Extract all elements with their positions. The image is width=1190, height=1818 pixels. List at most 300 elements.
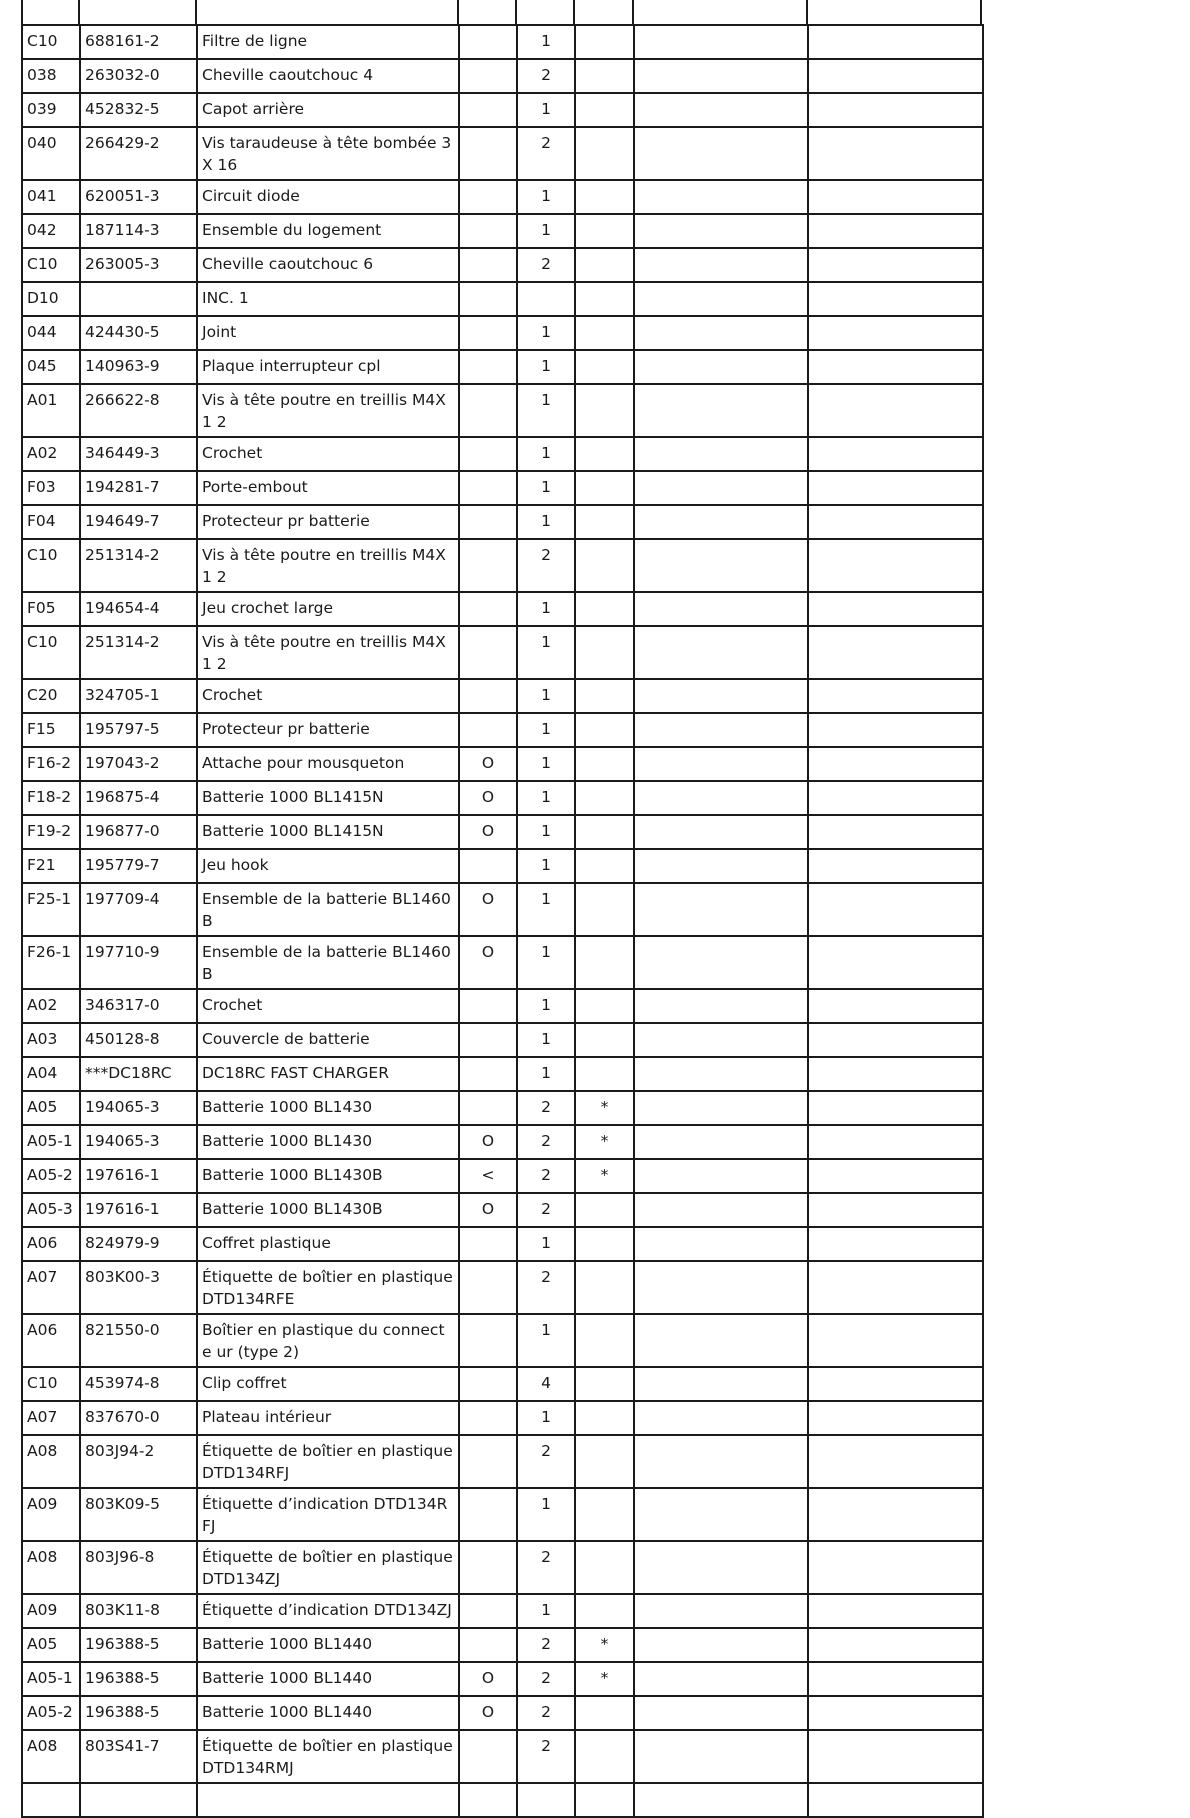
quantity-cell: 2: [517, 1261, 575, 1314]
ref-cell: D10: [22, 282, 80, 316]
blank-cell: [634, 1783, 808, 1817]
table-row: [22, 316, 983, 350]
blank-cell: [634, 1023, 808, 1057]
description-cell: Clip coffret: [197, 1367, 459, 1401]
quantity-cell: 4: [517, 1367, 575, 1401]
description-cell: Attache pour mousqueton: [197, 747, 459, 781]
quantity-cell: 2: [517, 539, 575, 592]
ref-cell: C10: [22, 25, 80, 59]
blank-cell: [634, 214, 808, 248]
ref-cell: A01: [22, 384, 80, 437]
blank-cell: [808, 1541, 983, 1594]
blank-cell: [634, 713, 808, 747]
blank-cell: [634, 539, 808, 592]
part-number-cell: 346317-0: [80, 989, 197, 1023]
blank-cell: [634, 1662, 808, 1696]
mark-cell: [575, 1227, 634, 1261]
mark-cell: [575, 815, 634, 849]
blank-cell: [808, 282, 983, 316]
ref-cell: A07: [22, 1261, 80, 1314]
description-cell: Ensemble de la batterie BL1460B: [197, 936, 459, 989]
ref-cell: 041: [22, 180, 80, 214]
mark-cell: [575, 713, 634, 747]
blank-cell: [634, 1488, 808, 1541]
description-cell: Porte-embout: [197, 471, 459, 505]
parts-list-page: [21, 0, 982, 1777]
ref-cell: A05: [22, 1628, 80, 1662]
description-cell: Batterie 1000 BL1440: [197, 1662, 459, 1696]
quantity-cell: 1: [517, 214, 575, 248]
mark-cell: [575, 1730, 634, 1783]
table-row: [22, 214, 983, 248]
part-number-cell: 424430-5: [80, 316, 197, 350]
quantity-cell: [517, 282, 575, 316]
option-cell: [459, 1023, 517, 1057]
blank-cell: [634, 883, 808, 936]
blank-cell: [808, 1023, 983, 1057]
ref-cell: A05-1: [22, 1125, 80, 1159]
mark-cell: [575, 1261, 634, 1314]
option-cell: [459, 713, 517, 747]
option-cell: [459, 248, 517, 282]
blank-cell: [634, 25, 808, 59]
table-row: [22, 1091, 983, 1125]
option-cell: [459, 316, 517, 350]
blank-cell: [634, 59, 808, 93]
description-cell: Crochet: [197, 989, 459, 1023]
description-cell: Batterie 1000 BL1430B: [197, 1159, 459, 1193]
blank-cell: [808, 989, 983, 1023]
description-cell: INC. 1: [197, 282, 459, 316]
part-number-cell: 194281-7: [80, 471, 197, 505]
mark-cell: [575, 384, 634, 437]
option-cell: <: [459, 1159, 517, 1193]
parts-table-body: [22, 25, 983, 1817]
table-row: [22, 1730, 983, 1783]
description-cell: Vis à tête poutre en treillis M4X1 2: [197, 384, 459, 437]
description-cell: Vis à tête poutre en treillis M4X1 2: [197, 626, 459, 679]
part-number-cell: 197710-9: [80, 936, 197, 989]
description-cell: Batterie 1000 BL1440: [197, 1628, 459, 1662]
option-cell: [459, 849, 517, 883]
part-number-cell: 194649-7: [80, 505, 197, 539]
option-cell: [459, 1314, 517, 1367]
part-number-cell: 187114-3: [80, 214, 197, 248]
mark-cell: [575, 1488, 634, 1541]
blank-cell: [808, 437, 983, 471]
ref-cell: A05-3: [22, 1193, 80, 1227]
option-cell: [459, 1091, 517, 1125]
description-cell: Cheville caoutchouc 6: [197, 248, 459, 282]
quantity-cell: 1: [517, 384, 575, 437]
ref-cell: F26-1: [22, 936, 80, 989]
option-cell: [459, 626, 517, 679]
table-row: [22, 437, 983, 471]
mark-cell: [575, 350, 634, 384]
blank-cell: [634, 505, 808, 539]
blank-cell: [808, 1662, 983, 1696]
table-row: [22, 1435, 983, 1488]
description-cell: Cheville caoutchouc 4: [197, 59, 459, 93]
blank-cell: [634, 592, 808, 626]
option-cell: [459, 1367, 517, 1401]
option-cell: [459, 214, 517, 248]
mark-cell: *: [575, 1125, 634, 1159]
mark-cell: [575, 1193, 634, 1227]
option-cell: O: [459, 1662, 517, 1696]
quantity-cell: 2: [517, 1091, 575, 1125]
blank-cell: [634, 316, 808, 350]
part-number-cell: 803K11-8: [80, 1594, 197, 1628]
ref-cell: 038: [22, 59, 80, 93]
blank-cell: [634, 626, 808, 679]
blank-cell: [808, 248, 983, 282]
part-number-cell: ***DC18RC: [80, 1057, 197, 1091]
blank-cell: [808, 1783, 983, 1817]
option-cell: [459, 1783, 517, 1817]
option-cell: O: [459, 936, 517, 989]
ref-cell: F18-2: [22, 781, 80, 815]
part-number-cell: 263032-0: [80, 59, 197, 93]
blank-cell: [634, 1628, 808, 1662]
mark-cell: [575, 127, 634, 180]
blank-cell: [634, 781, 808, 815]
description-cell: Boîtier en plastique du connecte ur (type 2): [197, 1314, 459, 1367]
part-number-cell: 196388-5: [80, 1696, 197, 1730]
mark-cell: *: [575, 1091, 634, 1125]
mark-cell: [575, 59, 634, 93]
option-cell: [459, 1628, 517, 1662]
mark-cell: [575, 1401, 634, 1435]
quantity-cell: 1: [517, 1594, 575, 1628]
table-row: [22, 1783, 983, 1817]
blank-cell: [634, 747, 808, 781]
option-cell: [459, 1435, 517, 1488]
ref-cell: [22, 1783, 80, 1817]
table-row: [22, 592, 983, 626]
option-cell: [459, 1730, 517, 1783]
option-cell: [459, 437, 517, 471]
ref-cell: A08: [22, 1730, 80, 1783]
ref-cell: F25-1: [22, 883, 80, 936]
part-number-cell: 263005-3: [80, 248, 197, 282]
ref-cell: A09: [22, 1488, 80, 1541]
blank-cell: [808, 747, 983, 781]
mark-cell: [575, 25, 634, 59]
description-cell: Batterie 1000 BL1430: [197, 1125, 459, 1159]
mark-cell: [575, 248, 634, 282]
table-row: [22, 1227, 983, 1261]
ref-cell: F21: [22, 849, 80, 883]
option-cell: [459, 1227, 517, 1261]
ref-cell: 040: [22, 127, 80, 180]
mark-cell: [575, 1435, 634, 1488]
part-number-cell: 197043-2: [80, 747, 197, 781]
blank-cell: [808, 1159, 983, 1193]
table-row: [22, 1367, 983, 1401]
description-cell: Étiquette de boîtier en plastique DTD134ZJ: [197, 1541, 459, 1594]
option-cell: [459, 1541, 517, 1594]
table-row: [22, 989, 983, 1023]
mark-cell: [575, 180, 634, 214]
blank-cell: [808, 1057, 983, 1091]
table-row: [22, 350, 983, 384]
part-number-cell: 194654-4: [80, 592, 197, 626]
table-row: [22, 1023, 983, 1057]
mark-cell: [575, 626, 634, 679]
table-row: [22, 1488, 983, 1541]
description-cell: Crochet: [197, 679, 459, 713]
ref-cell: F04: [22, 505, 80, 539]
blank-cell: [808, 316, 983, 350]
ref-cell: A03: [22, 1023, 80, 1057]
option-cell: O: [459, 815, 517, 849]
blank-cell: [634, 437, 808, 471]
description-cell: Batterie 1000 BL1440: [197, 1696, 459, 1730]
part-number-cell: 837670-0: [80, 1401, 197, 1435]
blank-cell: [808, 1435, 983, 1488]
quantity-cell: 2: [517, 127, 575, 180]
blank-cell: [808, 1227, 983, 1261]
mark-cell: [575, 505, 634, 539]
description-cell: DC18RC FAST CHARGER: [197, 1057, 459, 1091]
part-number-cell: 620051-3: [80, 180, 197, 214]
table-row: [22, 25, 983, 59]
table-row: [22, 1125, 983, 1159]
option-cell: [459, 505, 517, 539]
part-number-cell: 196388-5: [80, 1662, 197, 1696]
quantity-cell: 2: [517, 1628, 575, 1662]
mark-cell: [575, 539, 634, 592]
part-number-cell: 251314-2: [80, 539, 197, 592]
option-cell: O: [459, 1193, 517, 1227]
table-row: [22, 713, 983, 747]
mark-cell: [575, 316, 634, 350]
part-number-cell: 688161-2: [80, 25, 197, 59]
part-number-cell: 197709-4: [80, 883, 197, 936]
mark-cell: [575, 747, 634, 781]
table-row: [22, 1594, 983, 1628]
table-row: [22, 1696, 983, 1730]
table-row: [22, 1159, 983, 1193]
part-number-cell: 803J94-2: [80, 1435, 197, 1488]
option-cell: [459, 1401, 517, 1435]
blank-cell: [808, 1730, 983, 1783]
description-cell: Vis taraudeuse à tête bombée 3X 16: [197, 127, 459, 180]
blank-cell: [634, 1261, 808, 1314]
quantity-cell: 1: [517, 1488, 575, 1541]
description-cell: Protecteur pr batterie: [197, 505, 459, 539]
blank-cell: [634, 1057, 808, 1091]
table-row: [22, 127, 983, 180]
table-row: [22, 1541, 983, 1594]
blank-cell: [634, 815, 808, 849]
blank-cell: [808, 25, 983, 59]
blank-cell: [808, 350, 983, 384]
table-row: [22, 747, 983, 781]
option-cell: O: [459, 883, 517, 936]
description-cell: Ensemble de la batterie BL1460B: [197, 883, 459, 936]
table-row: [22, 180, 983, 214]
mark-cell: [575, 1594, 634, 1628]
option-cell: [459, 350, 517, 384]
blank-cell: [808, 1401, 983, 1435]
part-number-cell: 803K00-3: [80, 1261, 197, 1314]
option-cell: O: [459, 1696, 517, 1730]
ref-cell: A02: [22, 437, 80, 471]
description-cell: Étiquette d’indication DTD134ZJ: [197, 1594, 459, 1628]
mark-cell: [575, 1057, 634, 1091]
table-row: [22, 59, 983, 93]
part-number-cell: 346449-3: [80, 437, 197, 471]
blank-cell: [808, 1696, 983, 1730]
blank-cell: [634, 282, 808, 316]
parts-table: [21, 24, 984, 1818]
blank-cell: [808, 1125, 983, 1159]
blank-cell: [634, 679, 808, 713]
blank-cell: [808, 59, 983, 93]
option-cell: [459, 1594, 517, 1628]
part-number-cell: 266429-2: [80, 127, 197, 180]
table-row: [22, 539, 983, 592]
ref-cell: A05-2: [22, 1696, 80, 1730]
description-cell: Vis à tête poutre en treillis M4X1 2: [197, 539, 459, 592]
mark-cell: *: [575, 1662, 634, 1696]
description-cell: Étiquette de boîtier en plastique DTD134RFJ: [197, 1435, 459, 1488]
blank-cell: [808, 539, 983, 592]
part-number-cell: 196877-0: [80, 815, 197, 849]
part-number-cell: 196388-5: [80, 1628, 197, 1662]
mark-cell: [575, 1541, 634, 1594]
quantity-cell: 1: [517, 1023, 575, 1057]
mark-cell: [575, 883, 634, 936]
part-number-cell: 195797-5: [80, 713, 197, 747]
table-row: [22, 815, 983, 849]
part-number-cell: 251314-2: [80, 626, 197, 679]
mark-cell: [575, 1314, 634, 1367]
ref-cell: A08: [22, 1541, 80, 1594]
ref-cell: 045: [22, 350, 80, 384]
blank-cell: [808, 626, 983, 679]
description-cell: Joint: [197, 316, 459, 350]
description-cell: Circuit diode: [197, 180, 459, 214]
option-cell: [459, 384, 517, 437]
table-row: [22, 626, 983, 679]
blank-cell: [634, 1091, 808, 1125]
quantity-cell: 1: [517, 679, 575, 713]
ref-cell: F05: [22, 592, 80, 626]
option-cell: [459, 592, 517, 626]
table-row: [22, 282, 983, 316]
ref-cell: A07: [22, 1401, 80, 1435]
table-row: [22, 505, 983, 539]
blank-cell: [808, 883, 983, 936]
description-cell: Couvercle de batterie: [197, 1023, 459, 1057]
mark-cell: [575, 1023, 634, 1057]
mark-cell: [575, 471, 634, 505]
quantity-cell: 2: [517, 1435, 575, 1488]
blank-cell: [634, 1125, 808, 1159]
blank-cell: [634, 93, 808, 127]
quantity-cell: 2: [517, 1159, 575, 1193]
part-number-cell: 194065-3: [80, 1091, 197, 1125]
option-cell: O: [459, 747, 517, 781]
table-row: [22, 1261, 983, 1314]
table-row: [22, 1662, 983, 1696]
ref-cell: C10: [22, 626, 80, 679]
option-cell: [459, 539, 517, 592]
blank-cell: [808, 93, 983, 127]
blank-cell: [634, 180, 808, 214]
mark-cell: [575, 282, 634, 316]
blank-cell: [808, 1488, 983, 1541]
quantity-cell: 1: [517, 316, 575, 350]
part-number-cell: 803J96-8: [80, 1541, 197, 1594]
part-number-cell: 452832-5: [80, 93, 197, 127]
blank-cell: [634, 1541, 808, 1594]
description-cell: Coffret plastique: [197, 1227, 459, 1261]
quantity-cell: 2: [517, 1730, 575, 1783]
blank-cell: [634, 471, 808, 505]
part-number-cell: 803S41-7: [80, 1730, 197, 1783]
quantity-cell: 1: [517, 815, 575, 849]
quantity-cell: 1: [517, 437, 575, 471]
blank-cell: [634, 248, 808, 282]
quantity-cell: 2: [517, 59, 575, 93]
blank-cell: [808, 679, 983, 713]
description-cell: Protecteur pr batterie: [197, 713, 459, 747]
part-number-cell: 324705-1: [80, 679, 197, 713]
quantity-cell: 1: [517, 1227, 575, 1261]
blank-cell: [634, 1227, 808, 1261]
mark-cell: [575, 1696, 634, 1730]
quantity-cell: [517, 1783, 575, 1817]
ref-cell: F19-2: [22, 815, 80, 849]
blank-cell: [808, 505, 983, 539]
mark-cell: [575, 592, 634, 626]
blank-cell: [634, 350, 808, 384]
part-number-cell: 266622-8: [80, 384, 197, 437]
ref-cell: A06: [22, 1314, 80, 1367]
blank-cell: [634, 1730, 808, 1783]
blank-cell: [808, 1193, 983, 1227]
blank-cell: [808, 180, 983, 214]
option-cell: [459, 471, 517, 505]
part-number-cell: 803K09-5: [80, 1488, 197, 1541]
quantity-cell: 1: [517, 1057, 575, 1091]
table-row: [22, 1314, 983, 1367]
description-cell: Batterie 1000 BL1430: [197, 1091, 459, 1125]
blank-cell: [808, 592, 983, 626]
mark-cell: [575, 1783, 634, 1817]
ref-cell: C10: [22, 1367, 80, 1401]
description-cell: Capot arrière: [197, 93, 459, 127]
description-cell: Batterie 1000 BL1430B: [197, 1193, 459, 1227]
ref-cell: C10: [22, 539, 80, 592]
table-row: [22, 384, 983, 437]
table-row: [22, 1193, 983, 1227]
description-cell: Plateau intérieur: [197, 1401, 459, 1435]
mark-cell: [575, 781, 634, 815]
table-row: [22, 936, 983, 989]
part-number-cell: 450128-8: [80, 1023, 197, 1057]
blank-cell: [634, 936, 808, 989]
table-row: [22, 679, 983, 713]
quantity-cell: 1: [517, 883, 575, 936]
part-number-cell: 821550-0: [80, 1314, 197, 1367]
table-row: [22, 93, 983, 127]
blank-cell: [808, 127, 983, 180]
